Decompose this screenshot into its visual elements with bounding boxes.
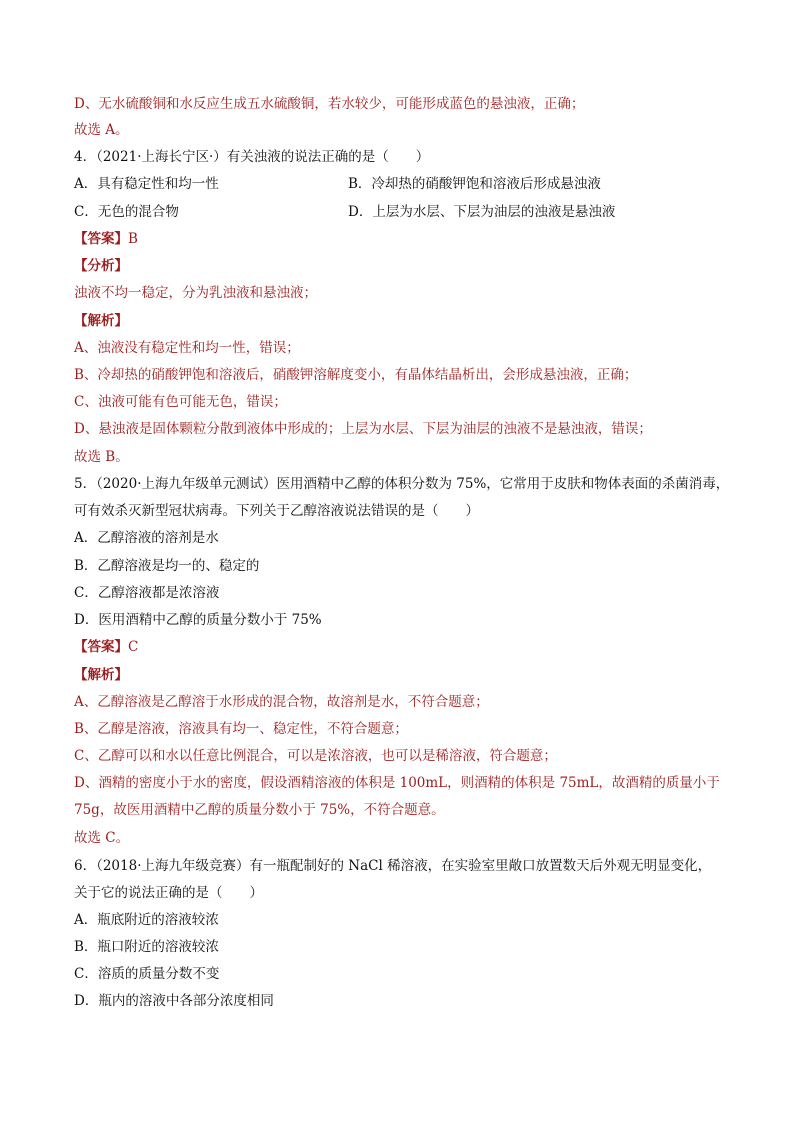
q4-option-b: B．冷却热的硝酸钾饱和溶液后形成悬浊液 <box>348 176 601 192</box>
q5-explanation-a: A、乙醇溶液是乙醇溶于水形成的混合物，故溶剂是水，不符合题意； <box>74 694 489 710</box>
q5-explanation-label: 【解析】 <box>74 667 128 683</box>
q6-option-b: B．瓶口附近的溶液较浓 <box>74 939 219 955</box>
q5-stem-line2: 可有效杀灭新型冠状病毒。下列关于乙醇溶液说法错误的是（ ） <box>74 503 479 519</box>
q4-choose: 故选 B。 <box>74 449 129 465</box>
q4-explanation-label: 【解析】 <box>74 313 128 329</box>
q4-answer-value: B <box>128 231 138 247</box>
q5-option-b: B．乙醇溶液是均一的、稳定的 <box>74 558 260 574</box>
q4-explanation-d: D、悬浊液是固体颗粒分散到液体中形成的；上层为水层、下层为油层的浊液不是悬浊液，错误； <box>74 421 652 437</box>
q4-analysis-label: 【分析】 <box>74 258 128 274</box>
q4-explanation-a: A、浊液没有稳定性和均一性，错误； <box>74 340 300 356</box>
q6-stem-line1: 6．（2018·上海九年级竞赛）有一瓶配制好的 NaCl 稀溶液，在实验室里敞口放置数天后外观无明显变化， <box>74 858 712 874</box>
q5-stem-line1: 5．（2020·上海九年级单元测试）医用酒精中乙醇的体积分数为 75%，它常用于皮肤和物体表面的杀菌消毒， <box>74 476 730 492</box>
q5-explanation-d-line2: 75g，故医用酒精中乙醇的质量分数小于 75%，不符合题意。 <box>74 802 445 818</box>
q4-explanation-b: B、冷却热的硝酸钾饱和溶液后，硝酸钾溶解度变小，有晶体结晶析出，会形成悬浊液，正确； <box>74 367 638 383</box>
q4-option-c: C．无色的混合物 <box>74 204 179 220</box>
q5-option-c: C．乙醇溶液都是浓溶液 <box>74 585 220 601</box>
q6-stem-line2: 关于它的说法正确的是（ ） <box>74 885 263 901</box>
q4-answer <box>74 229 138 249</box>
q5-explanation-c: C、乙醇可以和水以任意比例混合，可以是浓溶液，也可以是稀溶液，符合题意； <box>74 748 557 764</box>
q5-option-a: A．乙醇溶液的溶剂是水 <box>74 530 219 546</box>
q5-choose: 故选 C。 <box>74 830 130 846</box>
q4-analysis-text: 浊液不均一稳定，分为乳浊液和悬浊液； <box>74 285 317 301</box>
q4-option-a: A．具有稳定性和均一性 <box>74 176 219 192</box>
prev-explanation-d: D、无水硫酸铜和水反应生成五水硫酸铜，若水较少，可能形成蓝色的悬浊液，正确； <box>74 96 585 112</box>
prev-choose: 故选 A。 <box>74 122 129 138</box>
q4-option-d: D．上层为水层、下层为油层的浊液是悬浊液 <box>348 204 616 220</box>
q4-answer-label: 【答案】 <box>74 231 128 247</box>
q6-option-d: D．瓶内的溶液中各部分浓度相同 <box>74 993 274 1009</box>
q5-answer-label: 【答案】 <box>74 639 128 655</box>
q4-explanation-c: C、浊液可能有色可能无色，错误； <box>74 394 287 410</box>
q4-stem: 4．（2021·上海长宁区·）有关浊液的说法正确的是（ ） <box>74 149 430 165</box>
q5-option-d: D．医用酒精中乙醇的质量分数小于 75% <box>74 612 322 628</box>
q6-option-a: A．瓶底附近的溶液较浓 <box>74 912 219 928</box>
q5-explanation-b: B、乙醇是溶液，溶液具有均一、稳定性，不符合题意； <box>74 721 408 737</box>
q5-answer-value: C <box>128 639 139 655</box>
q5-explanation-d-line1: D、酒精的密度小于水的密度，假设酒精溶液的体积是 100mL，则酒精的体积是 75mL，故酒精的质量小于 <box>74 775 720 791</box>
q5-answer <box>74 637 138 657</box>
q6-option-c: C．溶质的质量分数不变 <box>74 966 220 982</box>
